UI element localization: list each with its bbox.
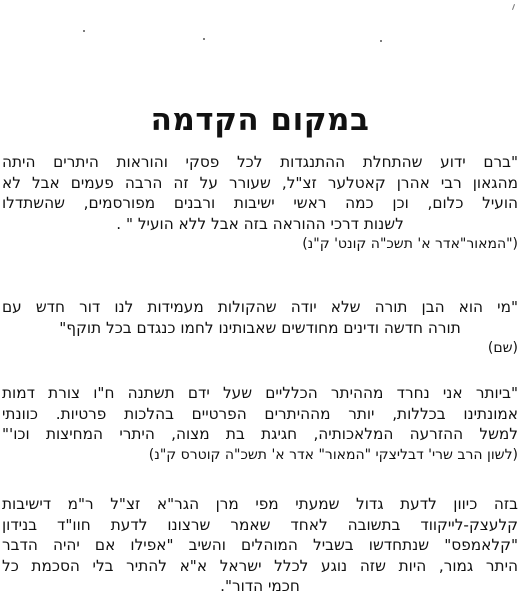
corner-mark [512, 4, 515, 10]
paragraph-line: חכמי הדור". [220, 577, 300, 595]
quote-source: (לשון הרב שרי' דבליצקי "המאור" אדר א' תשכ"ה קוטרס ק"נ) [148, 446, 518, 463]
quote-line: למשל ההזרעה המלאכותיה, חגיגת בת מצוה, היתרי המחיצות וכו'" [2, 425, 518, 443]
quote-line: תורה חדשה ודינים מחודשים שאבותינו לחמו כנגדם בכל תוקף" [59, 318, 461, 337]
speck [203, 38, 205, 40]
paragraph-line: בזה כיוון לדעת גדול שמעתי מפי מרן הגר"א זצ"ל ר"מ דישיבות [2, 495, 518, 513]
quote-block-3 [0, 383, 520, 465]
page-title: במקום הקדמה [150, 102, 370, 138]
paragraph-line: "קלאמפס" שנתחדשו בשביל המוהלים והשיב "אפילו אם יהיה הדבר [2, 536, 518, 554]
quote-source: ("המאור"אדר א' תשכ"ה קונט' ק"נ) [302, 236, 518, 252]
quote-block-2 [0, 297, 520, 359]
paragraph-line: היתר גמור, היות שזה נוגע לכלל ישראל א"א להתיר בלי הסכמת כל [2, 556, 518, 575]
speck [380, 40, 382, 42]
quote-line: הועיל כלום, וכן כמה ראשי ישיבות ורבנים מפורסמים, שהשתדלו [2, 194, 518, 212]
quote-line: מהגאון רבי אהרן קאטלער זצ"ל, שעורר על זה הרבה פעמים אבל לא [2, 173, 518, 192]
speck [83, 30, 85, 32]
quote-line: לשנות דרכי ההוראה בזה אבל ללא הועיל " . [116, 214, 404, 233]
quote-line: "ברם ידוע שהתחלת ההתנגדות לכל פסקי והוראות היתרים היתה [2, 153, 518, 171]
quote-line: "מי הוא הבן תורה שלא יודה שהקולות מעמידות לנו דור חדש עם [2, 298, 518, 316]
quote-line: אמונתינו בכללות, יותר מההיתרים הפרטיים בהלכות פרטיות. כוונתי [2, 404, 518, 423]
quote-source: (שם) [487, 340, 518, 356]
paragraph-line: קלעצק-לייקווד בתשובה לאחד שאמר שרצונו לדעת חוו"ד בנידון [2, 515, 518, 534]
quote-block-1 [0, 152, 520, 255]
quote-line: "ביותר אני נחרד מההיתר הכלליים שעל ידם תשתנה ח"ו צורת דמות [2, 384, 518, 402]
paragraph-block-4 [0, 494, 520, 597]
